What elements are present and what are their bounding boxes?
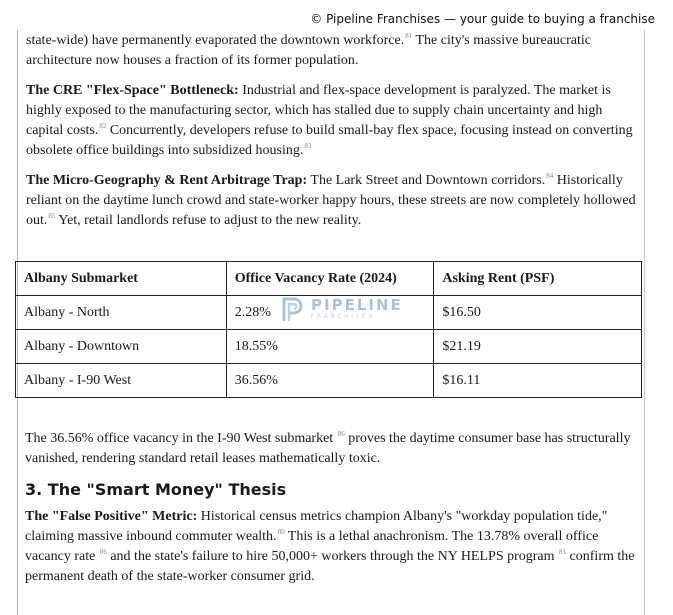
cell-asking-rent: $16.11: [434, 364, 642, 398]
vacancy-note-text-1: The 36.56% office vacancy in the I-90 West submarket: [25, 431, 334, 446]
footnote-ref[interactable]: 81: [405, 32, 413, 40]
cell-vacancy-rate: 36.56%: [226, 364, 434, 398]
footnote-ref[interactable]: 86: [99, 548, 107, 556]
footnote-ref[interactable]: 82: [99, 122, 107, 130]
intro-paragraph: [26, 31, 642, 71]
micro-geo-text-1: The Lark Street and Downtown corridors.: [307, 173, 546, 188]
false-positive-heading: The "False Positive" Metric:: [25, 509, 198, 524]
vacancy-note-text-2: proves the daytime consumer base has structurally vanished, rendering standard retail leases mathematically toxic.: [25, 431, 631, 466]
column-header-submarket: Albany Submarket: [16, 262, 227, 296]
false-positive-text-1: Historical census metrics champion Albany's "workday population tide," claiming massive inbound commuter wealth.: [25, 509, 608, 544]
intro-text-2: The city's massive bureaucratic architecture now houses a fraction of its former population.: [26, 33, 592, 68]
footnote-ref[interactable]: 81: [559, 548, 567, 556]
vacancy-table: [15, 261, 642, 398]
flex-space-heading: The CRE "Flex-Space" Bottleneck:: [26, 83, 239, 98]
footnote-ref[interactable]: 84: [546, 172, 554, 180]
column-header-vacancy-rate: Office Vacancy Rate (2024): [226, 262, 434, 296]
footnote-ref[interactable]: 85: [48, 212, 56, 220]
false-positive-text-4: confirm the permanent death of the state-worker consumer grid.: [25, 549, 635, 584]
footnote-ref[interactable]: 83: [304, 142, 312, 150]
vacancy-note-paragraph: [25, 429, 641, 469]
false-positive-paragraph: [25, 507, 641, 587]
logo-tagline: FRANCHISES: [311, 312, 375, 320]
micro-geo-heading: The Micro-Geography & Rent Arbitrage Trap:: [26, 173, 308, 188]
cell-asking-rent: $21.19: [434, 330, 642, 364]
cell-submarket: Albany - Downtown: [16, 330, 227, 364]
false-positive-text-2: This is a lethal anachronism. The 13.78% overall office vacancy rate: [25, 529, 599, 564]
footnote-ref[interactable]: 80: [277, 528, 285, 536]
copyright-watermark: © Pipeline Franchises — your guide to buying a franchise: [310, 12, 655, 26]
cell-asking-rent: $16.50: [434, 296, 642, 330]
section-heading: 3. The "Smart Money" Thesis: [25, 480, 287, 499]
lower-body: [25, 429, 641, 597]
flex-space-text-1: Industrial and flex-space development is paralyzed. The market is highly exposed to the manufacturing sector, which has stalled due to supply chain uncertainty and high capital costs.: [26, 83, 611, 138]
cell-submarket: Albany - I-90 West: [16, 364, 227, 398]
micro-geo-text-2: Historically reliant on the daytime lunch crowd and state-worker happy hours, these streets are now completely hollowed out.: [26, 173, 636, 228]
pipeline-logo-watermark: [281, 295, 403, 323]
micro-geo-text-3: Yet, retail landlords refuse to adjust to the new reality.: [55, 213, 362, 228]
flex-space-text-2: Concurrently, developers refuse to build small-bay flex space, focusing instead on converting obsolete office buildings into subsidized housing.: [26, 123, 633, 158]
cell-submarket: Albany - North: [16, 296, 227, 330]
document-body: [26, 31, 642, 241]
table-header-row: [16, 262, 642, 296]
table-row: [16, 364, 642, 398]
logo-wordmark: PIPELINE: [311, 295, 403, 314]
footnote-ref[interactable]: 86: [337, 430, 345, 438]
column-header-asking-rent: Asking Rent (PSF): [434, 262, 642, 296]
table-row: [16, 330, 642, 364]
flex-space-paragraph: [26, 81, 642, 161]
cell-vacancy-rate: 18.55%: [226, 330, 434, 364]
cell-vacancy-rate: 2.28%: [226, 296, 434, 330]
pipeline-logo-icon: [281, 295, 305, 323]
intro-text-1: state-wide) have permanently evaporated the downtown workforce.: [26, 33, 405, 48]
false-positive-text-3: and the state's failure to hire 50,000+ workers through the NY HELPS program: [106, 549, 555, 564]
micro-geo-paragraph: [26, 171, 642, 231]
